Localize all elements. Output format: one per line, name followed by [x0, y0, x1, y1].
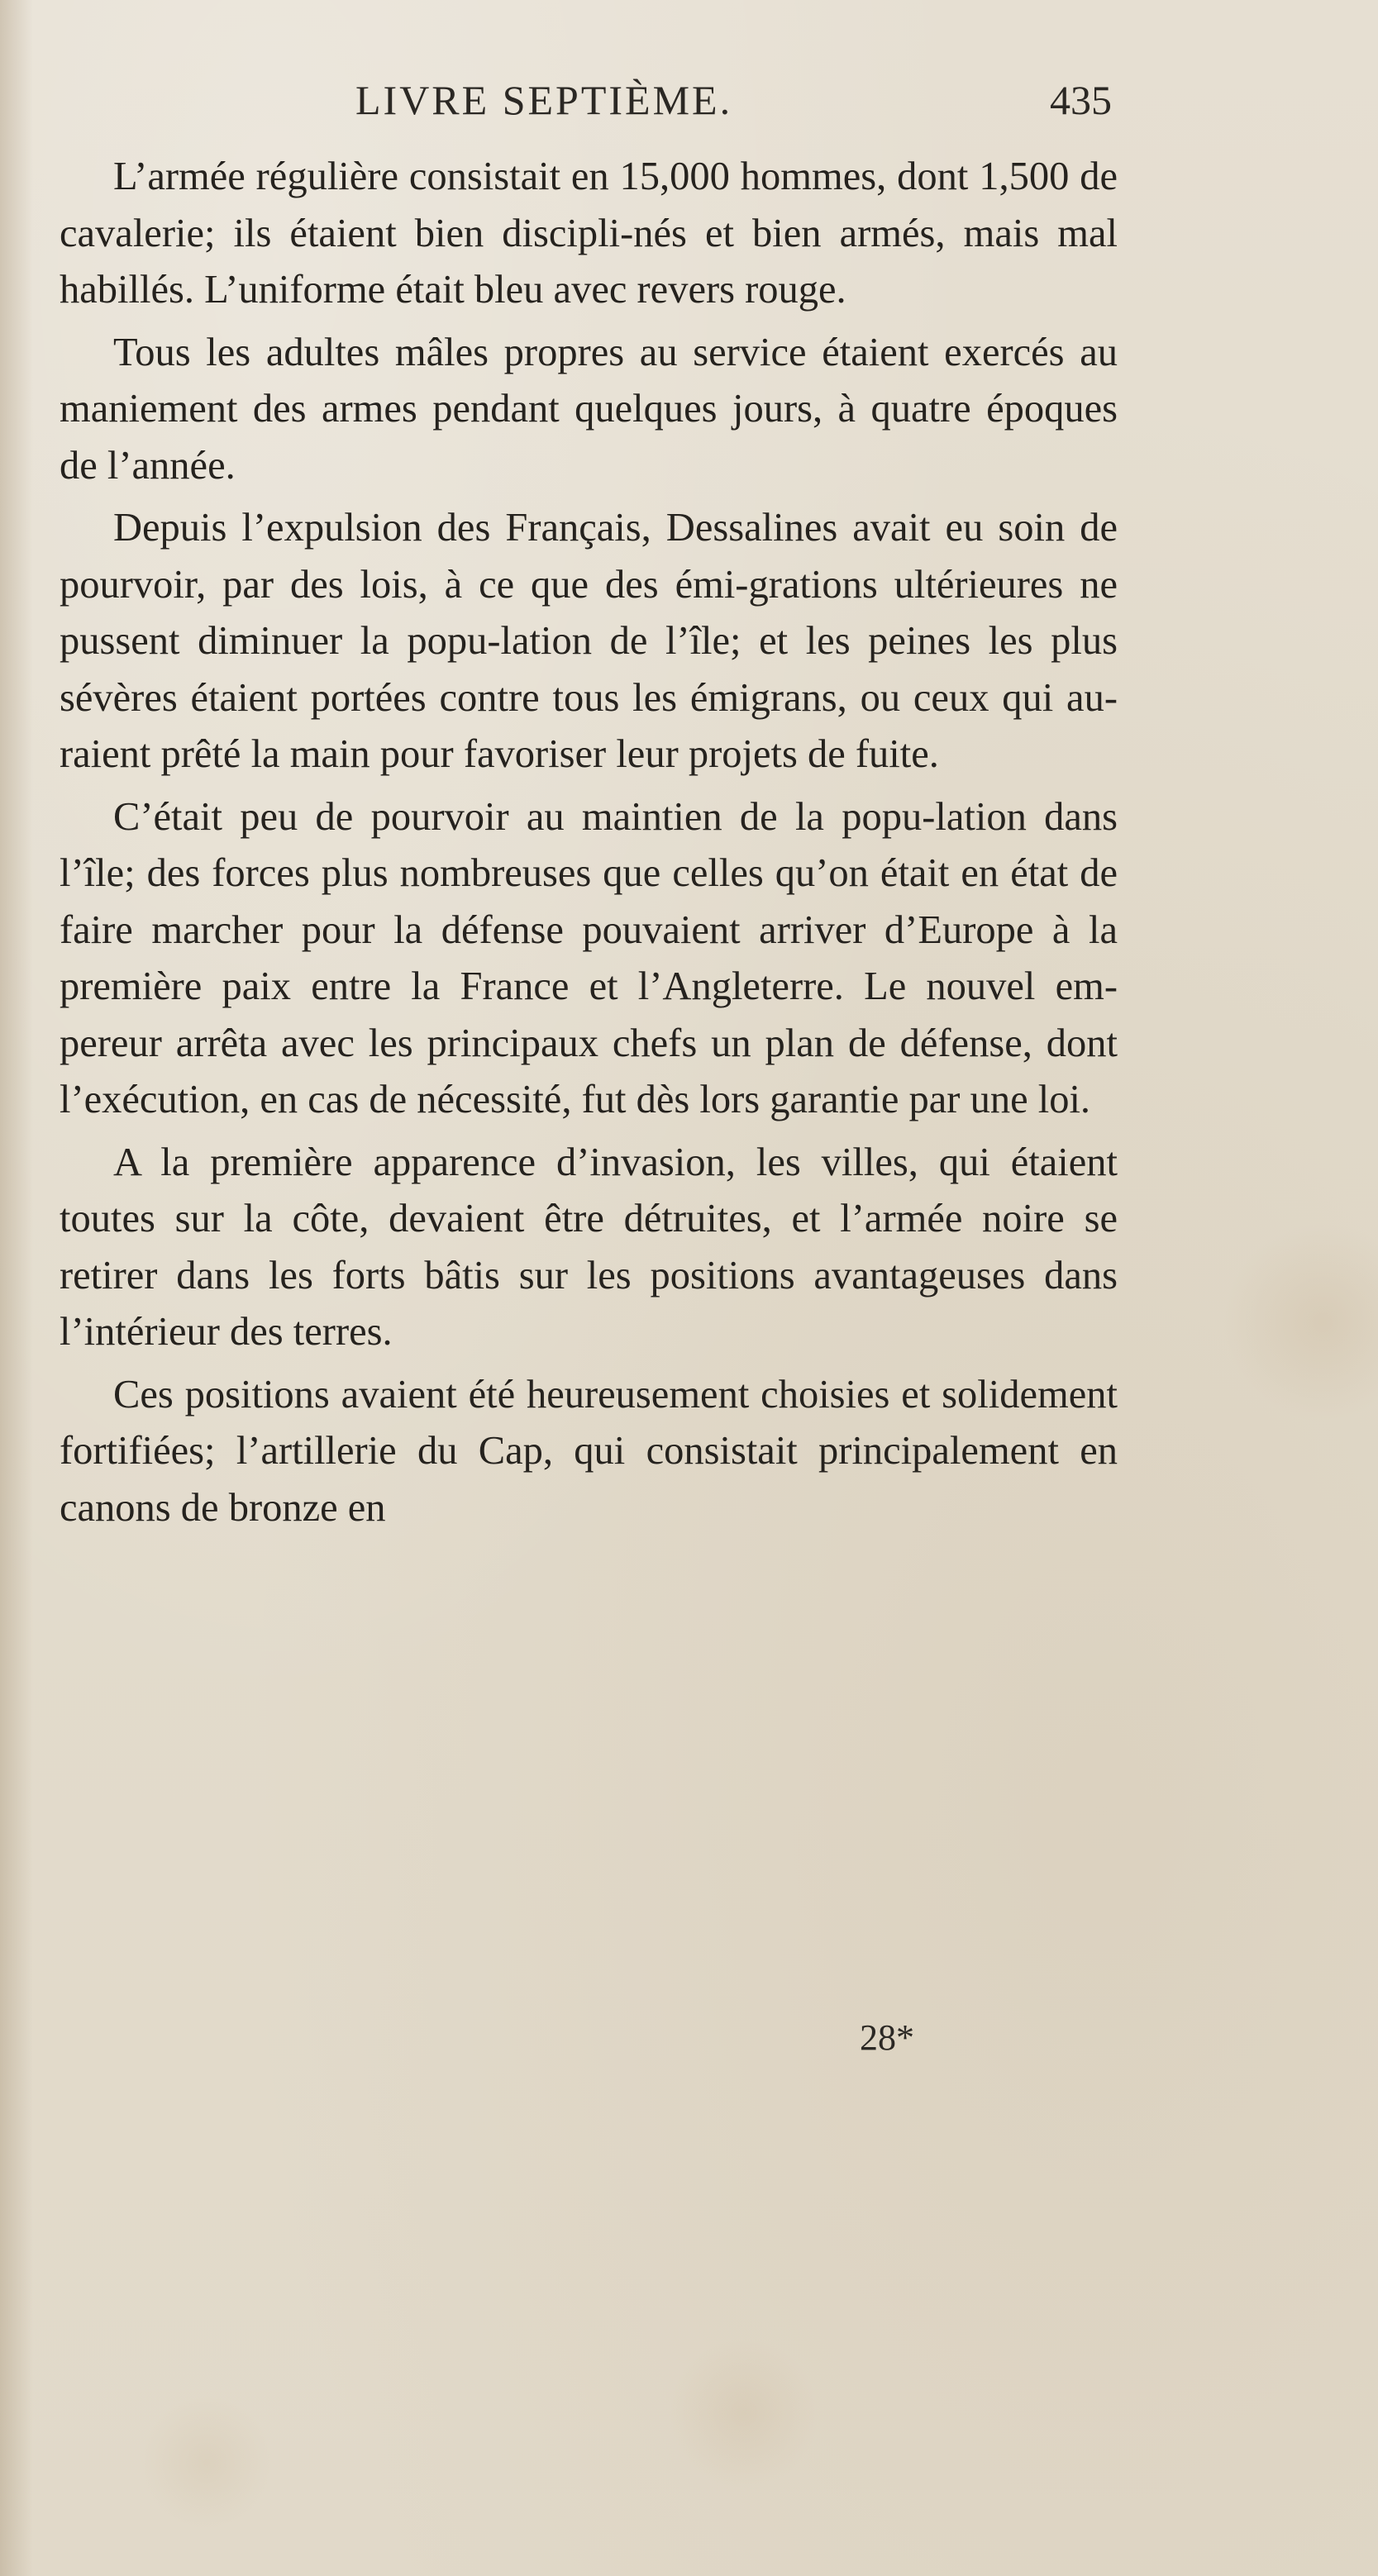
paragraph-defense-plan: C’était peu de pourvoir au maintien de la popu-lation dans l’île; des forces plus nombreuses que celles qu’on était en état de faire marcher pour la défense pouvaient arriver d’Europe à la première paix entre la France et l’Angleterre. Le nouvel em-pereur arrêta avec les principaux chefs un plan de défense, dont l’exécution, en cas de nécessité, fut dès lors garantie par une loi.: [60, 794, 1118, 1121]
page-edge-shadow: [0, 0, 33, 2576]
paragraph-adult-males: Tous les adultes mâles propres au service étaient exercés au maniement des armes pendant quelques jours, à quatre époques de l’année.: [60, 330, 1118, 488]
paragraph-army: L’armée régulière consistait en 15,000 hommes, dont 1,500 de cavalerie; ils étaient bien discipli-nés et bien armés, mais mal habillés. L’uniforme était bleu avec revers rouge.: [60, 155, 1118, 312]
paragraph-invasion: A la première apparence d’invasion, les villes, qui étaient toutes sur la côte, devaient être détruites, et l’armée noire se retirer dans les forts bâtis sur les positions avantageuses dans l’intérieur des terres.: [60, 1140, 1118, 1354]
body-text: [60, 149, 1118, 1542]
running-title: LIVRE SEPTIÈME.: [355, 77, 733, 123]
page-header: [58, 76, 1124, 134]
paragraph-emigration-laws: Depuis l’expulsion des Français, Dessalines avait eu soin de pourvoir, par des lois, à ce que des émi-grations ultérieures ne pussent diminuer la popu-lation de l’île; et les peines les plus sévères étaient portées contre tous les émigrans, ou ceux qui au-raient prêté la main pour favoriser leur projets de fuite.: [60, 506, 1118, 776]
paragraph-positions: Ces positions avaient été heureusement choisies et solidement fortifiées; l’artillerie du Cap, qui consistait principalement en canons de bronze en: [60, 1372, 1118, 1530]
signature-mark: 28*: [860, 2017, 914, 2058]
page-number: 435: [1050, 77, 1112, 123]
